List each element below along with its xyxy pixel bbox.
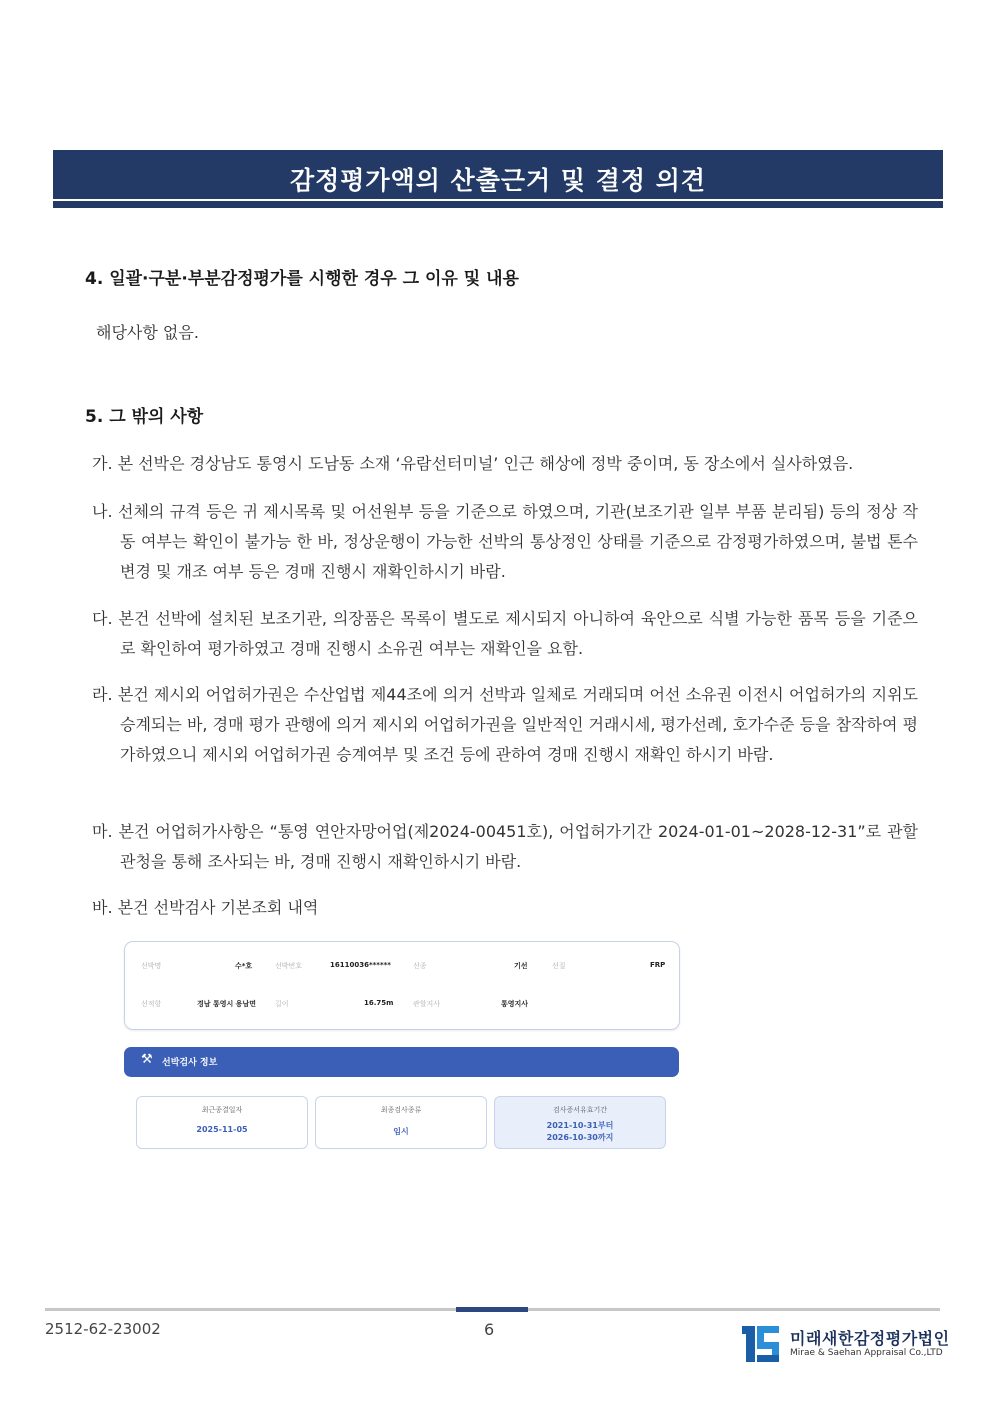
item-marker: 다. xyxy=(92,609,113,628)
item-text: 본건 선박검사 기본조회 내역 xyxy=(117,898,319,917)
item-text: 본건 제시외 어업허가권은 수산업법 제44조에 의거 선박과 일체로 거래되며 어선 소유권 이전시 어업허가의 지위도 승계되는 바, 경매 평가 관행에 의거 제시외 어업허가권을 일반적인 거래시세, 평가선례, 호가수준 등을 참작하여 평가하였으니 제시외 어업허가권 승계여부 및 조건 등에 관하여 경매 진행시 재확인 하시기 바람. xyxy=(117,685,918,764)
vessel-number-value: 16110036****** xyxy=(330,961,391,969)
vessel-type-label: 선종 xyxy=(413,962,427,970)
vessel-number-label: 선박번호 xyxy=(275,962,303,970)
length-label: 길이 xyxy=(275,1000,289,1008)
footer-divider-accent xyxy=(456,1307,528,1312)
list-item-ba xyxy=(92,893,918,923)
branch-value: 통영지사 xyxy=(501,1000,529,1008)
latest-completion-box xyxy=(136,1096,308,1149)
item-marker: 가. xyxy=(92,454,113,473)
certificate-validity-box xyxy=(494,1096,666,1149)
company-english-name: Mirae & Saehan Appraisal Co.,LTD xyxy=(790,1348,943,1358)
inspection-bar-title: 선박검사 정보 xyxy=(162,1058,218,1068)
latest-completion-label: 최근종결일자 xyxy=(201,1106,243,1114)
list-item-ra xyxy=(92,680,918,770)
company-name: 미래새한감정평가법인 xyxy=(790,1329,950,1348)
section-4-heading: 4. 일괄·구분·부분감정평가를 시행한 경우 그 이유 및 내용 xyxy=(85,269,519,289)
item-text: 본건 선박에 설치된 보조기관, 의장품은 목록이 별도로 제시되지 아니하여 육안으로 식별 가능한 품목 등을 기준으로 확인하여 평가하였고 경매 진행시 소유권 여부는 재확인을 요함. xyxy=(118,609,918,658)
section-4-content: 해당사항 없음. xyxy=(96,323,199,342)
document-number: 2512-62-23002 xyxy=(45,1320,161,1338)
inspection-info-bar[interactable] xyxy=(124,1047,679,1077)
hull-material-value: FRP xyxy=(650,961,666,969)
hull-material-label: 선질 xyxy=(552,962,566,970)
item-marker: 나. xyxy=(92,502,113,521)
item-text: 본건 어업허가사항은 “통영 연안자망어업(제2024-00451호), 어업허가기간 2024-01-01~2028-12-31”로 관할 관청을 통해 조사되는 바, 경매 진행시 재확인하시기 바람. xyxy=(118,822,918,871)
vessel-type-value: 기선 xyxy=(514,962,528,970)
final-inspection-value: 임시 xyxy=(393,1127,409,1136)
item-text: 선체의 규격 등은 귀 제시목록 및 어선원부 등을 기준으로 하였으며, 기관(보조기관 일부 부품 분리됨) 등의 정상 작동 여부는 확인이 불가능 한 바, 정상운행이 가능한 선박의 통상정인 상태를 기준으로 감정평가하였으며, 불법 톤수 변경 및 개조 여부 등은 경매 진행시 재확인하시기 바람. xyxy=(117,502,918,581)
port-label: 선적항 xyxy=(141,1000,162,1008)
item-marker: 라. xyxy=(92,685,113,704)
list-item-ga xyxy=(92,449,918,479)
port-value: 경남 통영시 용남면 xyxy=(197,1000,256,1008)
item-text: 본 선박은 경상남도 통영시 도남동 소재 ‘유람선터미널’ 인근 해상에 정박 중이며, 동 장소에서 실사하였음. xyxy=(117,454,854,473)
tools-icon: ⚒ xyxy=(141,1052,153,1067)
list-item-ma xyxy=(92,817,918,877)
vessel-name-label: 선박명 xyxy=(141,962,162,970)
page-number: 6 xyxy=(484,1320,495,1339)
title-banner xyxy=(53,150,943,208)
certificate-validity-label: 검사증서유효기간 xyxy=(552,1106,608,1114)
latest-completion-value: 2025-11-05 xyxy=(196,1125,248,1134)
list-item-na xyxy=(92,497,918,587)
final-inspection-box xyxy=(315,1096,487,1149)
page-title: 감정평가액의 산출근거 및 결정 의견 xyxy=(289,166,707,195)
list-item-da xyxy=(92,604,918,664)
item-marker: 바. xyxy=(92,898,113,917)
length-value: 16.75m xyxy=(364,999,394,1007)
item-marker: 마. xyxy=(92,822,113,841)
vessel-info-card xyxy=(124,941,680,1030)
certificate-validity-from: 2021-10-31부터 xyxy=(546,1121,614,1130)
company-logo-icon xyxy=(742,1323,782,1363)
certificate-validity-to: 2026-10-30까지 xyxy=(546,1133,614,1142)
vessel-name-value: 수*호 xyxy=(235,962,253,970)
section-5-heading: 5. 그 밖의 사항 xyxy=(85,407,204,427)
branch-label: 관할지사 xyxy=(413,1000,441,1008)
final-inspection-label: 최종검사종류 xyxy=(380,1106,422,1114)
